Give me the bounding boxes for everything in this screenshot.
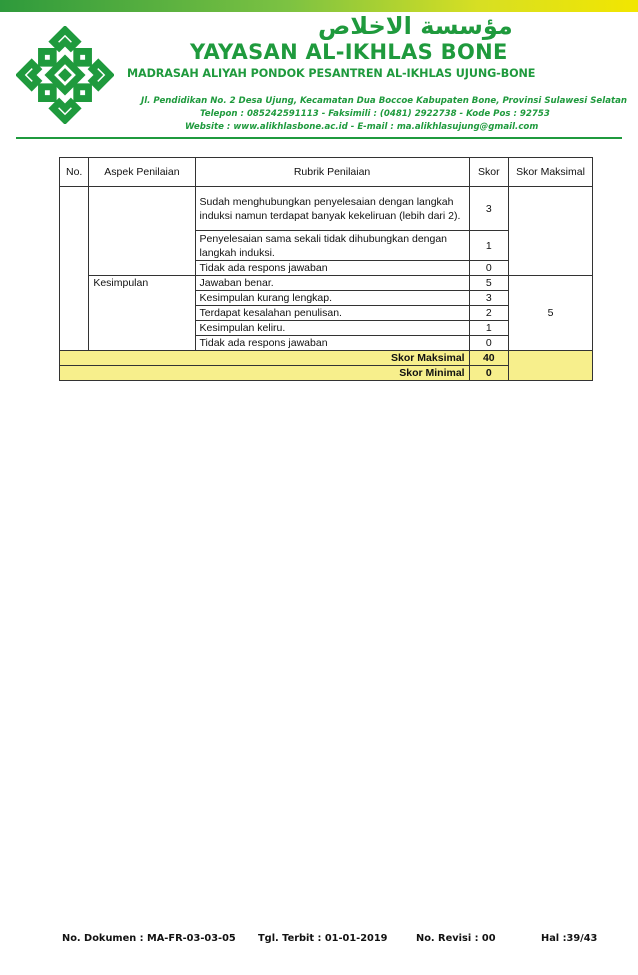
institution-title: YAYASAN AL-IKHLAS BONE: [190, 40, 508, 64]
footer-terbit: Tgl. Terbit : 01-01-2019: [258, 933, 388, 944]
footer-hal: Hal :39/43: [541, 933, 598, 944]
al-ikhlas-logo-icon: [16, 26, 114, 124]
skor-cell: 1: [469, 231, 508, 261]
rubrik-cell: Penyelesaian sama sekali tidak dihubungkan dengan langkah induksi.: [195, 231, 469, 261]
skor-cell: 0: [469, 336, 508, 351]
header-skor-maksimal: Skor Maksimal: [509, 158, 593, 187]
skor-maksimal-cell-continued: [509, 187, 593, 276]
summary-value: 40: [469, 351, 508, 366]
rubric-table: [59, 157, 593, 381]
skor-cell: 5: [469, 276, 508, 291]
rubrik-cell: Tidak ada respons jawaban: [195, 261, 469, 276]
table-header-row: [60, 158, 593, 187]
aspek-cell-kesimpulan: Kesimpulan: [89, 276, 195, 351]
rubrik-cell: Tidak ada respons jawaban: [195, 336, 469, 351]
rubrik-cell: Terdapat kesalahan penulisan.: [195, 306, 469, 321]
skor-cell: 0: [469, 261, 508, 276]
skor-maksimal-cell: 5: [509, 276, 593, 351]
skor-cell: 1: [469, 321, 508, 336]
header-skor: Skor: [469, 158, 508, 187]
skor-cell: 2: [469, 306, 508, 321]
summary-label: Skor Minimal: [60, 366, 470, 381]
no-cell: [60, 187, 89, 351]
rubrik-cell: Jawaban benar.: [195, 276, 469, 291]
summary-value: 0: [469, 366, 508, 381]
summary-blank-cell: [509, 351, 593, 381]
header-divider: [16, 137, 622, 139]
table-row: [60, 187, 593, 231]
aspek-cell-continued: [89, 187, 195, 276]
skor-cell: 3: [469, 291, 508, 306]
header-rubrik: Rubrik Penilaian: [195, 158, 469, 187]
institution-website: Website : www.alikhlasbone.ac.id - E-mail : ma.alikhlasujung@gmail.com: [185, 122, 539, 132]
header-gradient-band: [0, 0, 638, 12]
footer-dokumen: No. Dokumen : MA-FR-03-03-05: [62, 933, 236, 944]
footer-revisi: No. Revisi : 00: [416, 933, 496, 944]
table-row: [60, 276, 593, 291]
rubrik-cell: Sudah menghubungkan penyelesaian dengan langkah induksi namun terdapat banyak kekeliruan (lebih dari 2).: [195, 187, 469, 231]
skor-cell: 3: [469, 187, 508, 231]
header-no: No.: [60, 158, 89, 187]
summary-label: Skor Maksimal: [60, 351, 470, 366]
header-aspek: Aspek Penilaian: [89, 158, 195, 187]
institution-address: Jl. Pendidikan No. 2 Desa Ujung, Kecamatan Dua Boccoe Kabupaten Bone, Provinsi Sulawesi Selatan: [141, 96, 628, 106]
rubrik-cell: Kesimpulan keliru.: [195, 321, 469, 336]
summary-row-maksimal: [60, 351, 593, 366]
institution-subtitle: MADRASAH ALIYAH PONDOK PESANTREN AL-IKHLAS UJUNG-BONE: [127, 67, 536, 80]
arabic-title: مؤسسة الاخلاص: [318, 12, 513, 40]
rubrik-cell: Kesimpulan kurang lengkap.: [195, 291, 469, 306]
institution-telephone: Telepon : 085242591113 - Faksimili : (0481) 2922738 - Kode Pos : 92753: [200, 109, 550, 119]
